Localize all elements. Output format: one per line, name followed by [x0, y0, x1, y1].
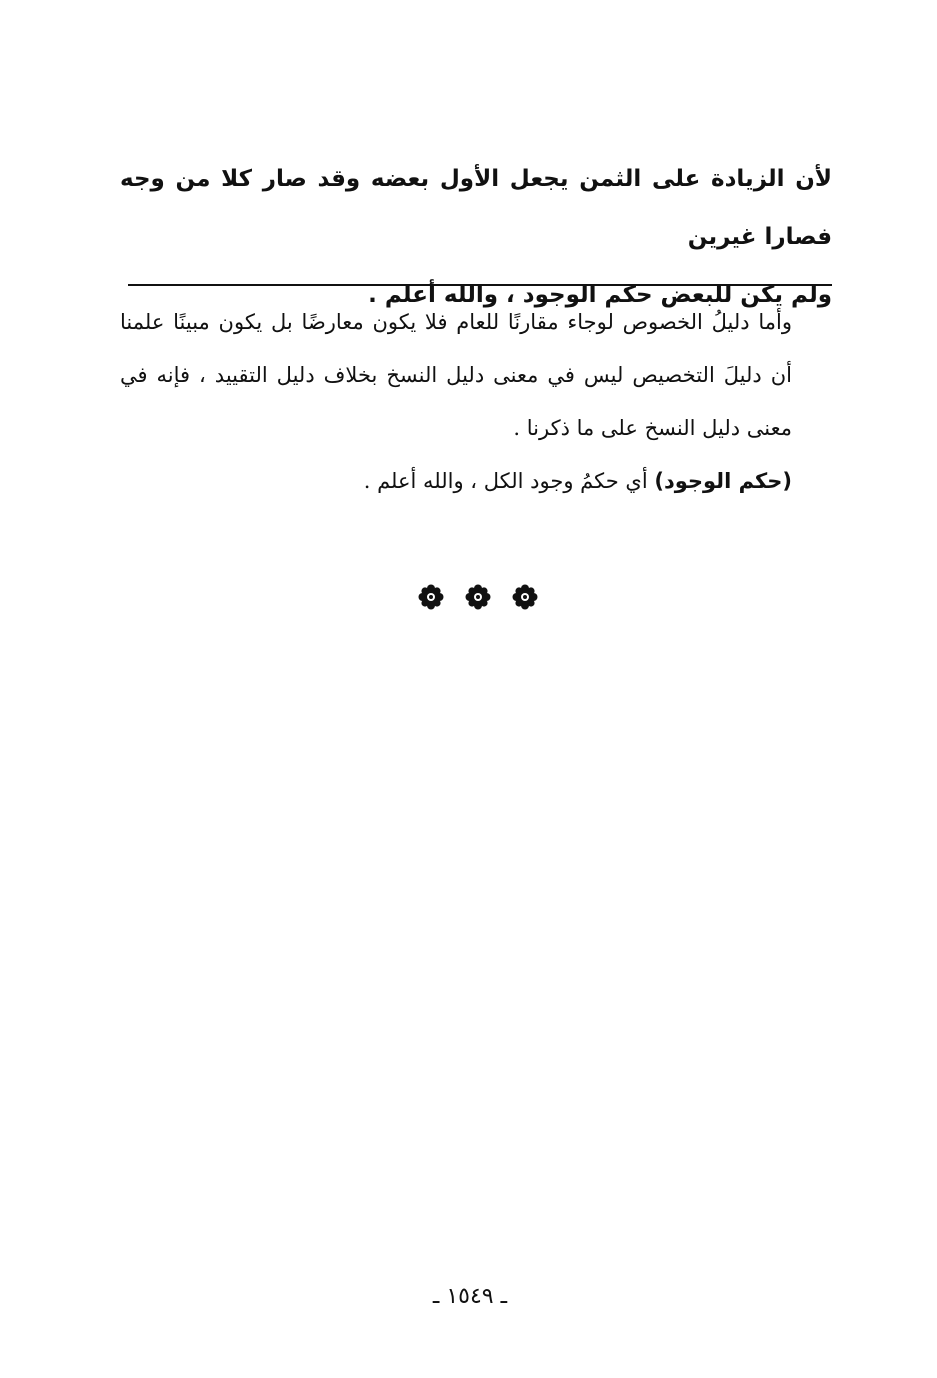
commentary-paragraph-1: وأما دليلُ الخصوص لوجاء مقارنًا للعام فلا يكون معارضًا بل يكون مبينًا علمنا أن دليلَ التخصيص ليس في معنى دليل النسخ بخلاف دليل التقييد ، فإنه في معنى دليل النسخ على ما ذكرنا . — [120, 310, 792, 440]
section-end-ornaments — [418, 582, 538, 612]
commentary-text — [120, 296, 832, 508]
flower-ornament-icon — [512, 584, 538, 610]
flower-ornament-icon — [418, 584, 444, 610]
flower-ornament-icon — [465, 584, 491, 610]
footnote-separator — [128, 284, 832, 286]
commentary-explanation: أي حكمُ وجود الكل ، والله أعلم . — [363, 469, 655, 493]
page-number: ـ ١٥٤٩ ـ — [432, 1284, 508, 1309]
commentary-term: (حكم الوجود) — [654, 469, 792, 493]
main-text-line-2: ولم يكن للبعض حكم الوجود ، والله أعلم . — [368, 282, 832, 308]
main-text-line-1: لأن الزيادة على الثمن يجعل الأول بعضه وقد صار كلا من وجه فصارا غيرين — [120, 166, 832, 250]
commentary-paragraph-2 — [120, 455, 832, 508]
